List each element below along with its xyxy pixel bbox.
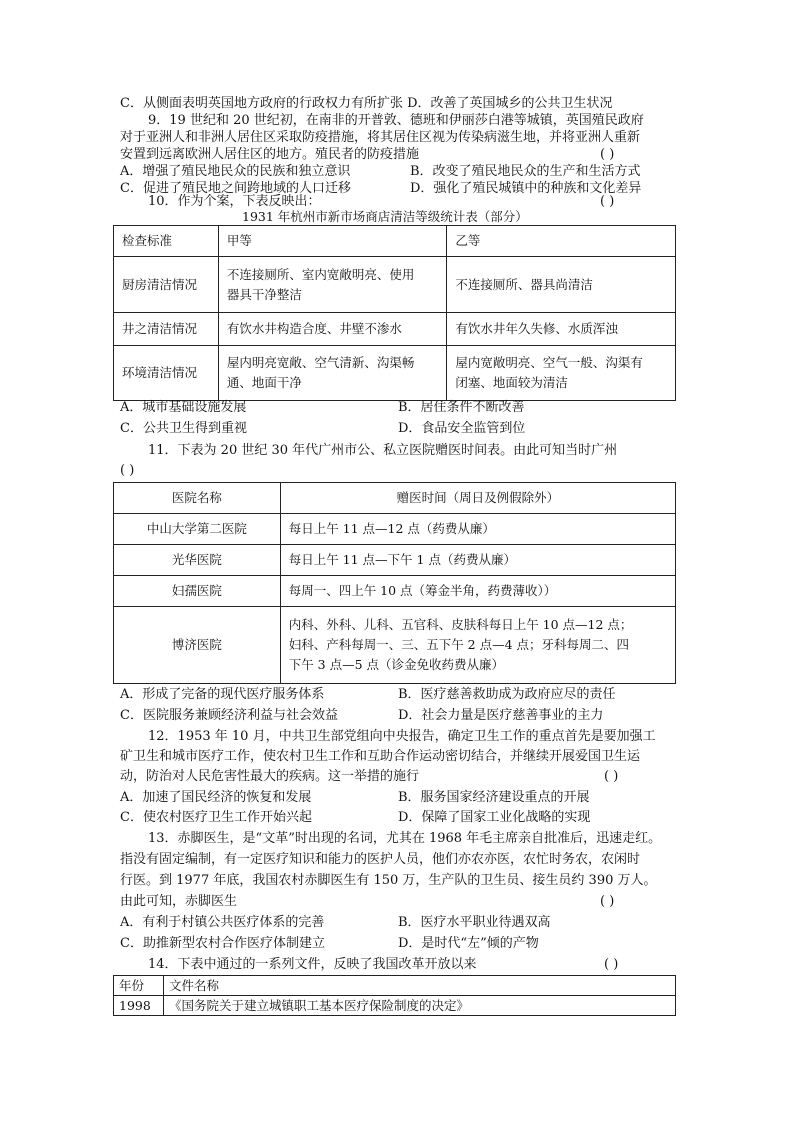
q12-stem-line-1: 12．1953 年 10 月，中共卫生部党组向中央报告，确定卫生工作的重点首先是要加强工 (148, 729, 656, 744)
q11-time-line: 下午 3 点—5 点（诊金免收药费从廉） (288, 657, 505, 672)
q11-time-cell: 每日上午 11 点—12 点（药费从廉） (280, 514, 675, 545)
table-row (114, 257, 676, 313)
q10-option-b: B．居住条件不断改善 (398, 400, 525, 415)
q9-answer-paren: ( ) (600, 147, 615, 162)
q14-stem: 14．下表中通过的一系列文件，反映了我国改革开放以来 (148, 957, 477, 972)
q11-stem: 11．下表为 20 世纪 30 年代广州市公、私立医院赠医时间表。由此可知当时广州 (148, 443, 618, 458)
q11-hospital-name: 妇孺医院 (114, 576, 281, 607)
table-row (114, 996, 676, 1016)
q11-time-cell: 每日上午 11 点—下午 1 点（药费从廉） (280, 545, 675, 576)
q9-stem-line-2: 对于亚洲人和非洲人居住区采取防疫措施，将其居住区视为传染病滋生地，并将亚洲人重新 (120, 130, 641, 145)
q10-row-label: 环境清洁情况 (114, 346, 219, 401)
q9-option-d: D．强化了殖民城镇中的种族和文化差异 (410, 181, 642, 196)
q10-cell-line: 闭塞、地面较为清洁 (455, 375, 568, 390)
q12-option-b: B．服务国家经济建设重点的开展 (398, 790, 590, 805)
q11-time-line: 妇科、产科每周一、三、五下午 2 点—4 点；牙科每周二、四 (288, 637, 630, 652)
q11-time-cell (280, 607, 675, 684)
q10-header-grade-a: 甲等 (218, 226, 447, 257)
q10-table-header (114, 226, 676, 257)
q10-cell (218, 257, 447, 313)
q12-answer-paren: ( ) (604, 769, 619, 784)
table-row (114, 313, 676, 346)
q11-time-cell: 每周一、四上午 10 点（筹金半角，药费薄收）） (280, 576, 675, 607)
table-row (114, 576, 676, 607)
q9-stem-line-1: 9．19 世纪和 20 世纪初，在南非的开普敦、德班和伊丽莎白港等城镇，英国殖民政府 (148, 113, 644, 128)
q10-cell: 有饮水井年久失修、水质浑浊 (447, 313, 676, 346)
q10-cell: 不连接厕所、器具尚清洁 (447, 257, 676, 313)
q12-option-c: C．使农村医疗卫生工作开始兴起 (120, 810, 312, 825)
q13-option-a: A．有利于村镇公共医疗体系的完善 (120, 915, 325, 930)
q11-header-time: 赠医时间（周日及例假除外） (280, 483, 675, 514)
q9-option-c: C．促进了殖民地之间跨地域的人口迁移 (120, 181, 351, 196)
q10-cell-line: 屋内明亮宽敞、空气清新、沟渠畅 (226, 355, 415, 370)
q10-option-c: C．公共卫生得到重视 (120, 421, 247, 436)
q11-option-b: B．医疗慈善救助成为政府应尽的责任 (398, 687, 616, 702)
q13-answer-paren: ( ) (600, 894, 615, 909)
q10-option-a: A．城市基础设施发展 (120, 400, 247, 415)
q13-option-d: D．是时代“左”倾的产物 (398, 936, 539, 951)
q10-cell (447, 346, 676, 401)
q10-row-label: 井之清洁情况 (114, 313, 219, 346)
q9-option-b: B．改变了殖民地民众的生产和生活方式 (410, 164, 641, 179)
q12-option-d: D．保障了国家工业化战略的实现 (398, 810, 591, 825)
q10-cell-line: 不连接厕所、室内宽敞明亮、使用 (226, 266, 415, 282)
q13-option-c: C．助推新型农村合作医疗体制建立 (120, 936, 325, 951)
q10-header-grade-b: 乙等 (447, 226, 676, 257)
q11-option-a: A．形成了完备的现代医疗服务体系 (120, 687, 325, 702)
q10-cell (218, 346, 447, 401)
q10-answer-paren: ( ) (600, 194, 615, 209)
q12-stem-line-2: 矿卫生和城市医疗工作，使农村卫生工作和互助合作运动密切结合，并继续开展爱国卫生运 (120, 749, 641, 764)
q10-table (113, 225, 676, 401)
q10-option-d: D．食品安全监管到位 (398, 421, 526, 436)
q9-option-a: A．增强了殖民地民众的民族和独立意识 (120, 164, 351, 179)
q13-stem-line-2: 指没有固定编制，有一定医疗知识和能力的医护人员，他们亦农亦医，农忙时务农，农闲时 (120, 852, 641, 867)
table-row (114, 545, 676, 576)
q8-option-cd: C．从侧面表明英国地方政府的行政权力有所扩张 D．改善了英国城乡的公共卫生状况 (120, 96, 613, 111)
q13-stem-line-4: 由此可知，赤脚医生 (120, 894, 238, 909)
table-row (114, 346, 676, 401)
q10-stem: 10．作为个案，下表反映出： (148, 194, 321, 209)
q10-cell-line: 通、地面干净 (226, 375, 302, 390)
q14-year: 1998 (114, 996, 164, 1016)
q14-answer-paren: ( ) (604, 957, 619, 972)
q11-option-c: C．医院服务兼顾经济利益与社会效益 (120, 708, 338, 723)
q11-time-line: 内科、外科、儿科、五官科、皮肤科每日上午 10 点—12 点； (288, 617, 633, 632)
table-row (114, 607, 676, 684)
q11-answer-paren: ( ) (120, 463, 135, 478)
q10-cell: 有饮水井构造合度、井壁不渗水 (218, 313, 447, 346)
q11-table-header (114, 483, 676, 514)
q10-header-criterion: 检查标准 (114, 226, 219, 257)
q10-cell-line: 器具干净整洁 (226, 286, 302, 302)
table-row (114, 514, 676, 545)
q12-option-a: A．加速了国民经济的恢复和发展 (120, 790, 312, 805)
q13-stem-line-3: 行医。到 1977 年底，我国农村赤脚医生有 150 万，生产队的卫生员、接生员约 390 万人。 (120, 873, 657, 888)
q14-doc: 《国务院关于建立城镇职工基本医疗保险制度的决定》 (163, 996, 675, 1016)
q10-table-caption: 1931 年杭州市新市场商店清洁等级统计表（部分） (242, 209, 528, 224)
q11-hospital-name: 光华医院 (114, 545, 281, 576)
q10-cell-line: 屋内宽敞明亮、空气一般、沟渠有 (455, 355, 643, 370)
q11-option-d: D．社会力量是医疗慈善事业的主力 (398, 708, 604, 723)
q12-stem-line-3: 动，防治对人民危害性最大的疾病。这一举措的施行 (120, 769, 420, 784)
q14-header-doc: 文件名称 (163, 976, 675, 996)
q10-row-label: 厨房清洁情况 (114, 257, 219, 313)
q9-stem-line-3: 安置到远离欧洲人居住区的地方。殖民者的防疫措施 (120, 147, 420, 162)
q13-option-b: B．医疗水平职业待遇双高 (398, 915, 551, 930)
q14-header-year: 年份 (114, 976, 164, 996)
q11-table (113, 482, 676, 684)
q11-hospital-name: 博济医院 (114, 607, 281, 684)
q14-table-header (114, 976, 676, 996)
q14-table (113, 975, 676, 1016)
q11-header-hospital: 医院名称 (114, 483, 281, 514)
q13-stem-line-1: 13．赤脚医生，是“文革”时出现的名词，尤其在 1968 年毛主席亲自批准后，迅速走红。 (148, 831, 662, 846)
q11-hospital-name: 中山大学第二医院 (114, 514, 281, 545)
